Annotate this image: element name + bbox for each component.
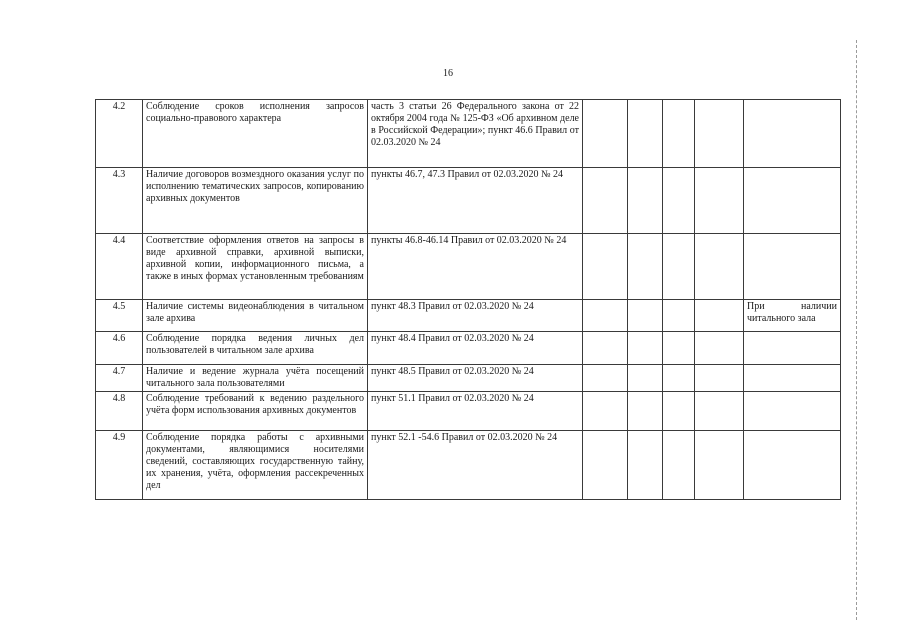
row-number: 4.8 (96, 392, 143, 431)
answer-na-cell (663, 392, 695, 431)
answer-no-cell (628, 168, 663, 234)
note-cell (744, 392, 841, 431)
reference-cell: часть 3 статьи 26 Федерального закона от 22 октября 2004 года № 125-ФЗ «Об архивном деле в Российской Федерации»; пункт 46.6 Правил от 02.03.2020 № 24 (368, 100, 583, 168)
row-number: 4.3 (96, 168, 143, 234)
table-row (96, 365, 841, 392)
answer-extra-cell (695, 234, 744, 300)
note-cell (744, 365, 841, 392)
answer-no-cell (628, 332, 663, 365)
answer-extra-cell (695, 392, 744, 431)
note-cell: При наличии читального зала (744, 300, 841, 332)
table-row (96, 168, 841, 234)
answer-no-cell (628, 392, 663, 431)
requirement-cell: Соблюдение порядка работы с архивными документами, являющимися носителями сведений, составляющих государственную тайну, их хранения, учёта, оформления рассекреченных дел (143, 431, 368, 500)
answer-no-cell (628, 365, 663, 392)
page-edge-line (856, 40, 857, 620)
note-cell (744, 168, 841, 234)
table-row (96, 431, 841, 500)
requirement-cell: Наличие договоров возмездного оказания услуг по исполнению тематических запросов, копированию архивных документов (143, 168, 368, 234)
table-row (96, 300, 841, 332)
answer-yes-cell (583, 168, 628, 234)
answer-na-cell (663, 332, 695, 365)
answer-extra-cell (695, 100, 744, 168)
reference-cell: пункт 48.3 Правил от 02.03.2020 № 24 (368, 300, 583, 332)
answer-yes-cell (583, 100, 628, 168)
table-row (96, 100, 841, 168)
row-number: 4.5 (96, 300, 143, 332)
requirement-cell: Соблюдение сроков исполнения запросов социально-правового характера (143, 100, 368, 168)
reference-cell: пункт 51.1 Правил от 02.03.2020 № 24 (368, 392, 583, 431)
note-cell (744, 234, 841, 300)
reference-cell: пункт 48.4 Правил от 02.03.2020 № 24 (368, 332, 583, 365)
answer-extra-cell (695, 332, 744, 365)
table-row (96, 392, 841, 431)
answer-na-cell (663, 168, 695, 234)
answer-yes-cell (583, 332, 628, 365)
answer-no-cell (628, 300, 663, 332)
answer-yes-cell (583, 300, 628, 332)
requirement-cell: Соблюдение требований к ведению раздельного учёта форм использования архивных документов (143, 392, 368, 431)
answer-extra-cell (695, 365, 744, 392)
page-number: 16 (443, 68, 453, 79)
answer-no-cell (628, 431, 663, 500)
row-number: 4.9 (96, 431, 143, 500)
answer-no-cell (628, 234, 663, 300)
requirement-cell: Наличие системы видеонаблюдения в читальном зале архива (143, 300, 368, 332)
answer-na-cell (663, 100, 695, 168)
table-row (96, 234, 841, 300)
row-number: 4.6 (96, 332, 143, 365)
answer-na-cell (663, 365, 695, 392)
note-cell (744, 332, 841, 365)
table-row (96, 332, 841, 365)
note-cell (744, 431, 841, 500)
answer-yes-cell (583, 392, 628, 431)
checklist-table (95, 99, 841, 500)
answer-na-cell (663, 300, 695, 332)
answer-yes-cell (583, 234, 628, 300)
answer-yes-cell (583, 365, 628, 392)
answer-na-cell (663, 234, 695, 300)
requirement-cell: Соответствие оформления ответов на запросы в виде архивной справки, архивной выписки, архивной копии, информационного письма, а также в иных формах установленным требованиям (143, 234, 368, 300)
reference-cell: пункты 46.8-46.14 Правил от 02.03.2020 № 24 (368, 234, 583, 300)
reference-cell: пункт 48.5 Правил от 02.03.2020 № 24 (368, 365, 583, 392)
answer-na-cell (663, 431, 695, 500)
answer-extra-cell (695, 168, 744, 234)
requirement-cell: Наличие и ведение журнала учёта посещений читального зала пользователями (143, 365, 368, 392)
note-cell (744, 100, 841, 168)
requirement-cell: Соблюдение порядка ведения личных дел пользователей в читальном зале архива (143, 332, 368, 365)
answer-extra-cell (695, 431, 744, 500)
row-number: 4.7 (96, 365, 143, 392)
row-number: 4.4 (96, 234, 143, 300)
answer-no-cell (628, 100, 663, 168)
row-number: 4.2 (96, 100, 143, 168)
answer-yes-cell (583, 431, 628, 500)
reference-cell: пункт 52.1 -54.6 Правил от 02.03.2020 № 24 (368, 431, 583, 500)
reference-cell: пункты 46.7, 47.3 Правил от 02.03.2020 № 24 (368, 168, 583, 234)
answer-extra-cell (695, 300, 744, 332)
